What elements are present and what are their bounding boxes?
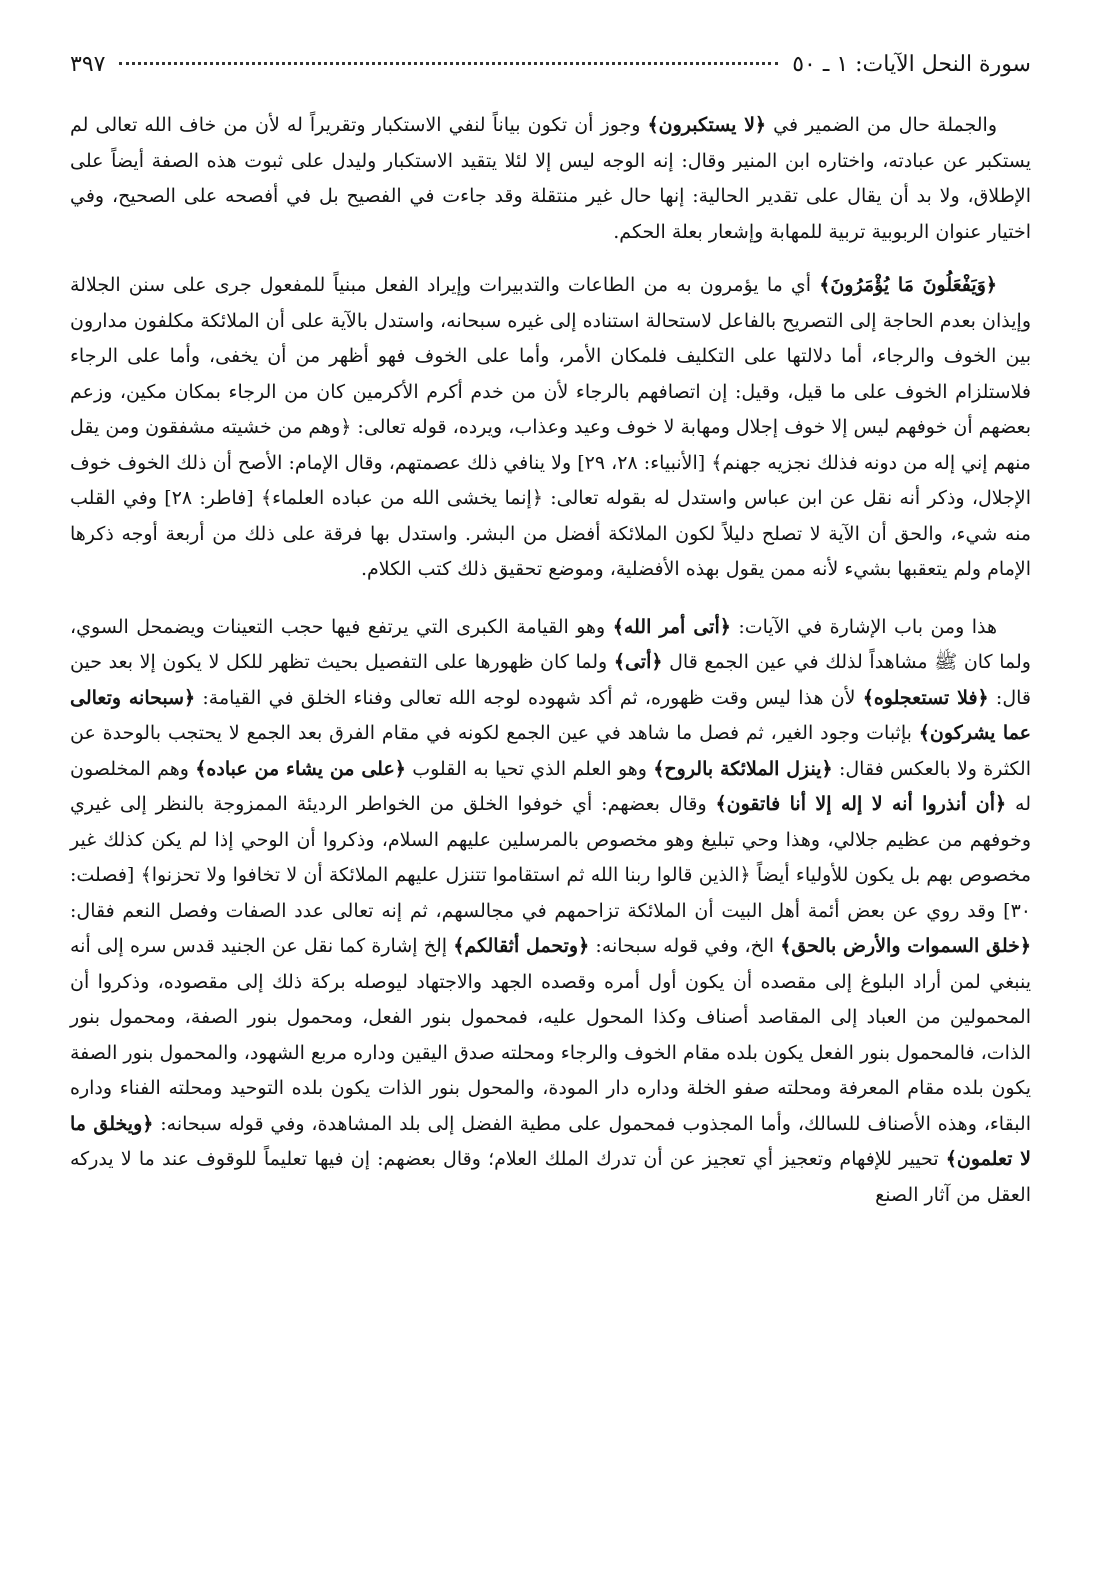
header-dotted-leader <box>119 62 778 65</box>
text-run: تحيير للإفهام وتعجيز أي تعجيز عن أن تدرك الملك العلام؛ وقال بعضهم: إن فيها تعليماً للوقوف عند ما لا يدركه العقل من آثار الصنع <box>70 1148 1031 1206</box>
quran-quote: ﴿فلا تستعجلوه﴾ <box>862 686 989 709</box>
quran-quote: ﴿وهم من خشيته مشفقون ومن يقل منهم إني إله من دونه فذلك نجزيه جهنم﴾ <box>70 416 1031 474</box>
quran-quote: ﴿على من يشاء من عباده﴾ <box>195 757 406 780</box>
text-run: أي ما يؤمرون به من الطاعات والتدبيرات وإيراد الفعل مبنياً للمفعول جرى على سنن الجلالة وإيذان بعدم الحاجة إلى التصريح بالفاعل لاستحالة استناده إلى غيره سبحانه، واستدل بالآية على أن الملائكة مكلفون مدارون بين الخوف والرجاء، أما دلالتها على التكليف فلمكان الأمر، وأما على الخوف فهو أظهر من أن يخفى، وأما على الرجاء فلاستلزام الخوف على ما قيل، وقيل: إن اتصافهم بالرجاء لأن من خدم أكرم الأكرمين كان من الرجاء بمكان مكين، وزعم بعضهم أن خوفهم ليس إلا خوف إجلال ومهابة لا خوف وعيد وعذاب، ويرده، قوله تعالى: <box>70 274 1031 438</box>
text-run: والجملة حال من الضمير في <box>766 114 998 136</box>
text-run: وهم المخلصون له <box>70 757 1032 815</box>
page-number: ٣٩٧ <box>70 52 106 77</box>
text-run: وجوز أن تكون بياناً لنفي الاستكبار وتقريراً له لأن من خاف الله تعالى لم يستكبر عن عبادته، واختاره ابن المنير وقال: إنه الوجه ليس إلا لئلا يتقيد الاستكبار وليدل على ثبوت هذه الصفة أيضاً على الإطلاق، ولا بد أن يقال على تقدير الحالية: إنها حال غير منتقلة وقد جاءت في الفصيح بل في أفصحه على الصحيح، وفي اختيار عنوان الربوبية تربية للمهابة وإشعار بعلة الحكم. <box>70 114 1031 243</box>
quran-quote: ﴿سبحانه وتعالى عما يشركون﴾ <box>70 686 1031 744</box>
quran-quote: ﴿ويخلق ما لا تعلمون﴾ <box>70 1112 1031 1170</box>
quran-quote: ﴿لا يستكبرون﴾ <box>647 114 767 136</box>
quran-quote: ﴿خلق السموات والأرض بالحق﴾ <box>780 935 1032 957</box>
quran-quote: ﴿الذين قالوا ربنا الله ثم استقاموا تتنزل عليهم الملائكة أن لا تخافوا ولا تحزنوا﴾ <box>140 864 751 886</box>
text-run: وقال بعضهم: أي خوفوا الخلق من الخواطر الرديئة الممزوجة بالنظر إلى غيري وخوفهم من عظيم جلالي، وهذا وحي تبليغ وهو مخصوص بالمرسلين عليهم السلام، وذكروا أن الوحي إذا لم يكن كذلك غير مخصوص بهم بل يكون للأولياء أيضاً <box>70 793 1032 886</box>
quran-quote: ﴿وَيَفْعَلُونَ مَا يُؤْمَرُونَ﴾ <box>819 274 998 296</box>
paragraph-1 <box>70 108 1031 250</box>
text-run: وهو العلم الذي تحيا به القلوب <box>405 757 654 780</box>
text-run: [فصلت: ٣٠] وقد روي عن بعض أئمة أهل البيت أن الملائكة تزاحمهم في مجالسهم، ثم إنه تعالى عدد الصفات وفصل النعم فقال: <box>70 864 1031 922</box>
surah-header-title: سورة النحل الآيات: ١ ـ ٥٠ <box>792 52 1031 77</box>
quran-quote: ﴿وتحمل أثقالكم﴾ <box>453 935 590 957</box>
quran-quote: ﴿إنما يخشى الله من عباده العلماء﴾ <box>260 487 543 509</box>
running-header <box>70 52 1031 96</box>
text-run: ولما كان ظهورها على التفصيل بحيث تظهر للكل لا يكون إلا بعد حين قال: <box>70 651 1031 709</box>
text-run: هذا ومن باب الإشارة في الآيات: <box>730 615 997 638</box>
paragraph-3 <box>70 610 1031 1214</box>
text-run: [الأنبياء: ٢٨، ٢٩] ولا ينافي ذلك عصمتهم، وقال الإمام: الأصح أن ذلك الخوف خوف الإجلال، وذكر أنه نقل عن ابن عباس واستدل له بقوله تعالى: <box>70 451 1031 509</box>
text-run: بإثبات وجود الغير، ثم فصل ما شاهد في عين الجمع لكونه في مقام الفرق بعد الجمع لا يحتجب بالوحدة عن الكثرة ولا بالعكس فقال: <box>70 722 1031 780</box>
quran-quote: ﴿أتى أمر الله﴾ <box>612 615 731 638</box>
quran-quote: ﴿أتى﴾ <box>613 651 663 673</box>
quran-quote: ﴿ينزل الملائكة بالروح﴾ <box>653 757 833 780</box>
text-run: إلخ إشارة كما نقل عن الجنيد قدس سره إلى أنه ينبغي لمن أراد البلوغ إلى مقصده أن يكون أول أمره وقصده الجهد والاجتهاد ليوصله بركة ذلك إلى مقصوده، وذكروا أن المحمولين من العباد إلى المقاصد أصناف وكذا المحول عليه، فمحمول بنور الفعل، ومحمول بنور الصفة، ومحمول بنور الذات، فالمحمول بنور الفعل يكون بلده مقام الخوف والرجاء ومحلته صدق اليقين وداره مربع الشهود، والمحمول بنور الصفة يكون بلده مقام المعرفة ومحلته صفو الخلة وداره دار المودة، والمحول بنور الذات يكون بلده التوحيد ومحلته الفناء وداره البقاء، وهذه الأصناف للسالك، وأما المجذوب فمحمول على مطية الفضل إلى بلد المشاهدة، وفي قوله سبحانه: <box>70 935 1031 1135</box>
text-run: لأن هذا ليس وقت ظهوره، ثم أكد شهوده لوجه الله تعالى وفناء الخلق في القيامة: <box>195 686 863 709</box>
text-run: وهو القيامة الكبرى التي يرتفع فيها حجب التعينات ويضمحل السوي، ولما كان ﷺ مشاهداً لذلك في عين الجمع قال <box>70 615 1031 673</box>
text-run: الخ، وفي قوله سبحانه: <box>589 935 781 957</box>
quran-quote: ﴿أن أنذروا أنه لا إله إلا أنا فاتقون﴾ <box>715 793 1007 815</box>
commentary-text <box>70 108 1031 1213</box>
text-run: [فاطر: ٢٨] وفي القلب منه شيء، والحق أن الآية لا تصلح دليلاً لكون الملائكة أفضل من البشر. واستدل بها فرقة على ذلك من أربعة أوجه ذكرها الإمام ولم يتعقبها بشيء لأنه ممن يقول بهذه الأفضلية، وموضع تحقيق ذلك كتب الكلام. <box>70 487 1031 580</box>
paragraph-2 <box>70 268 1031 588</box>
